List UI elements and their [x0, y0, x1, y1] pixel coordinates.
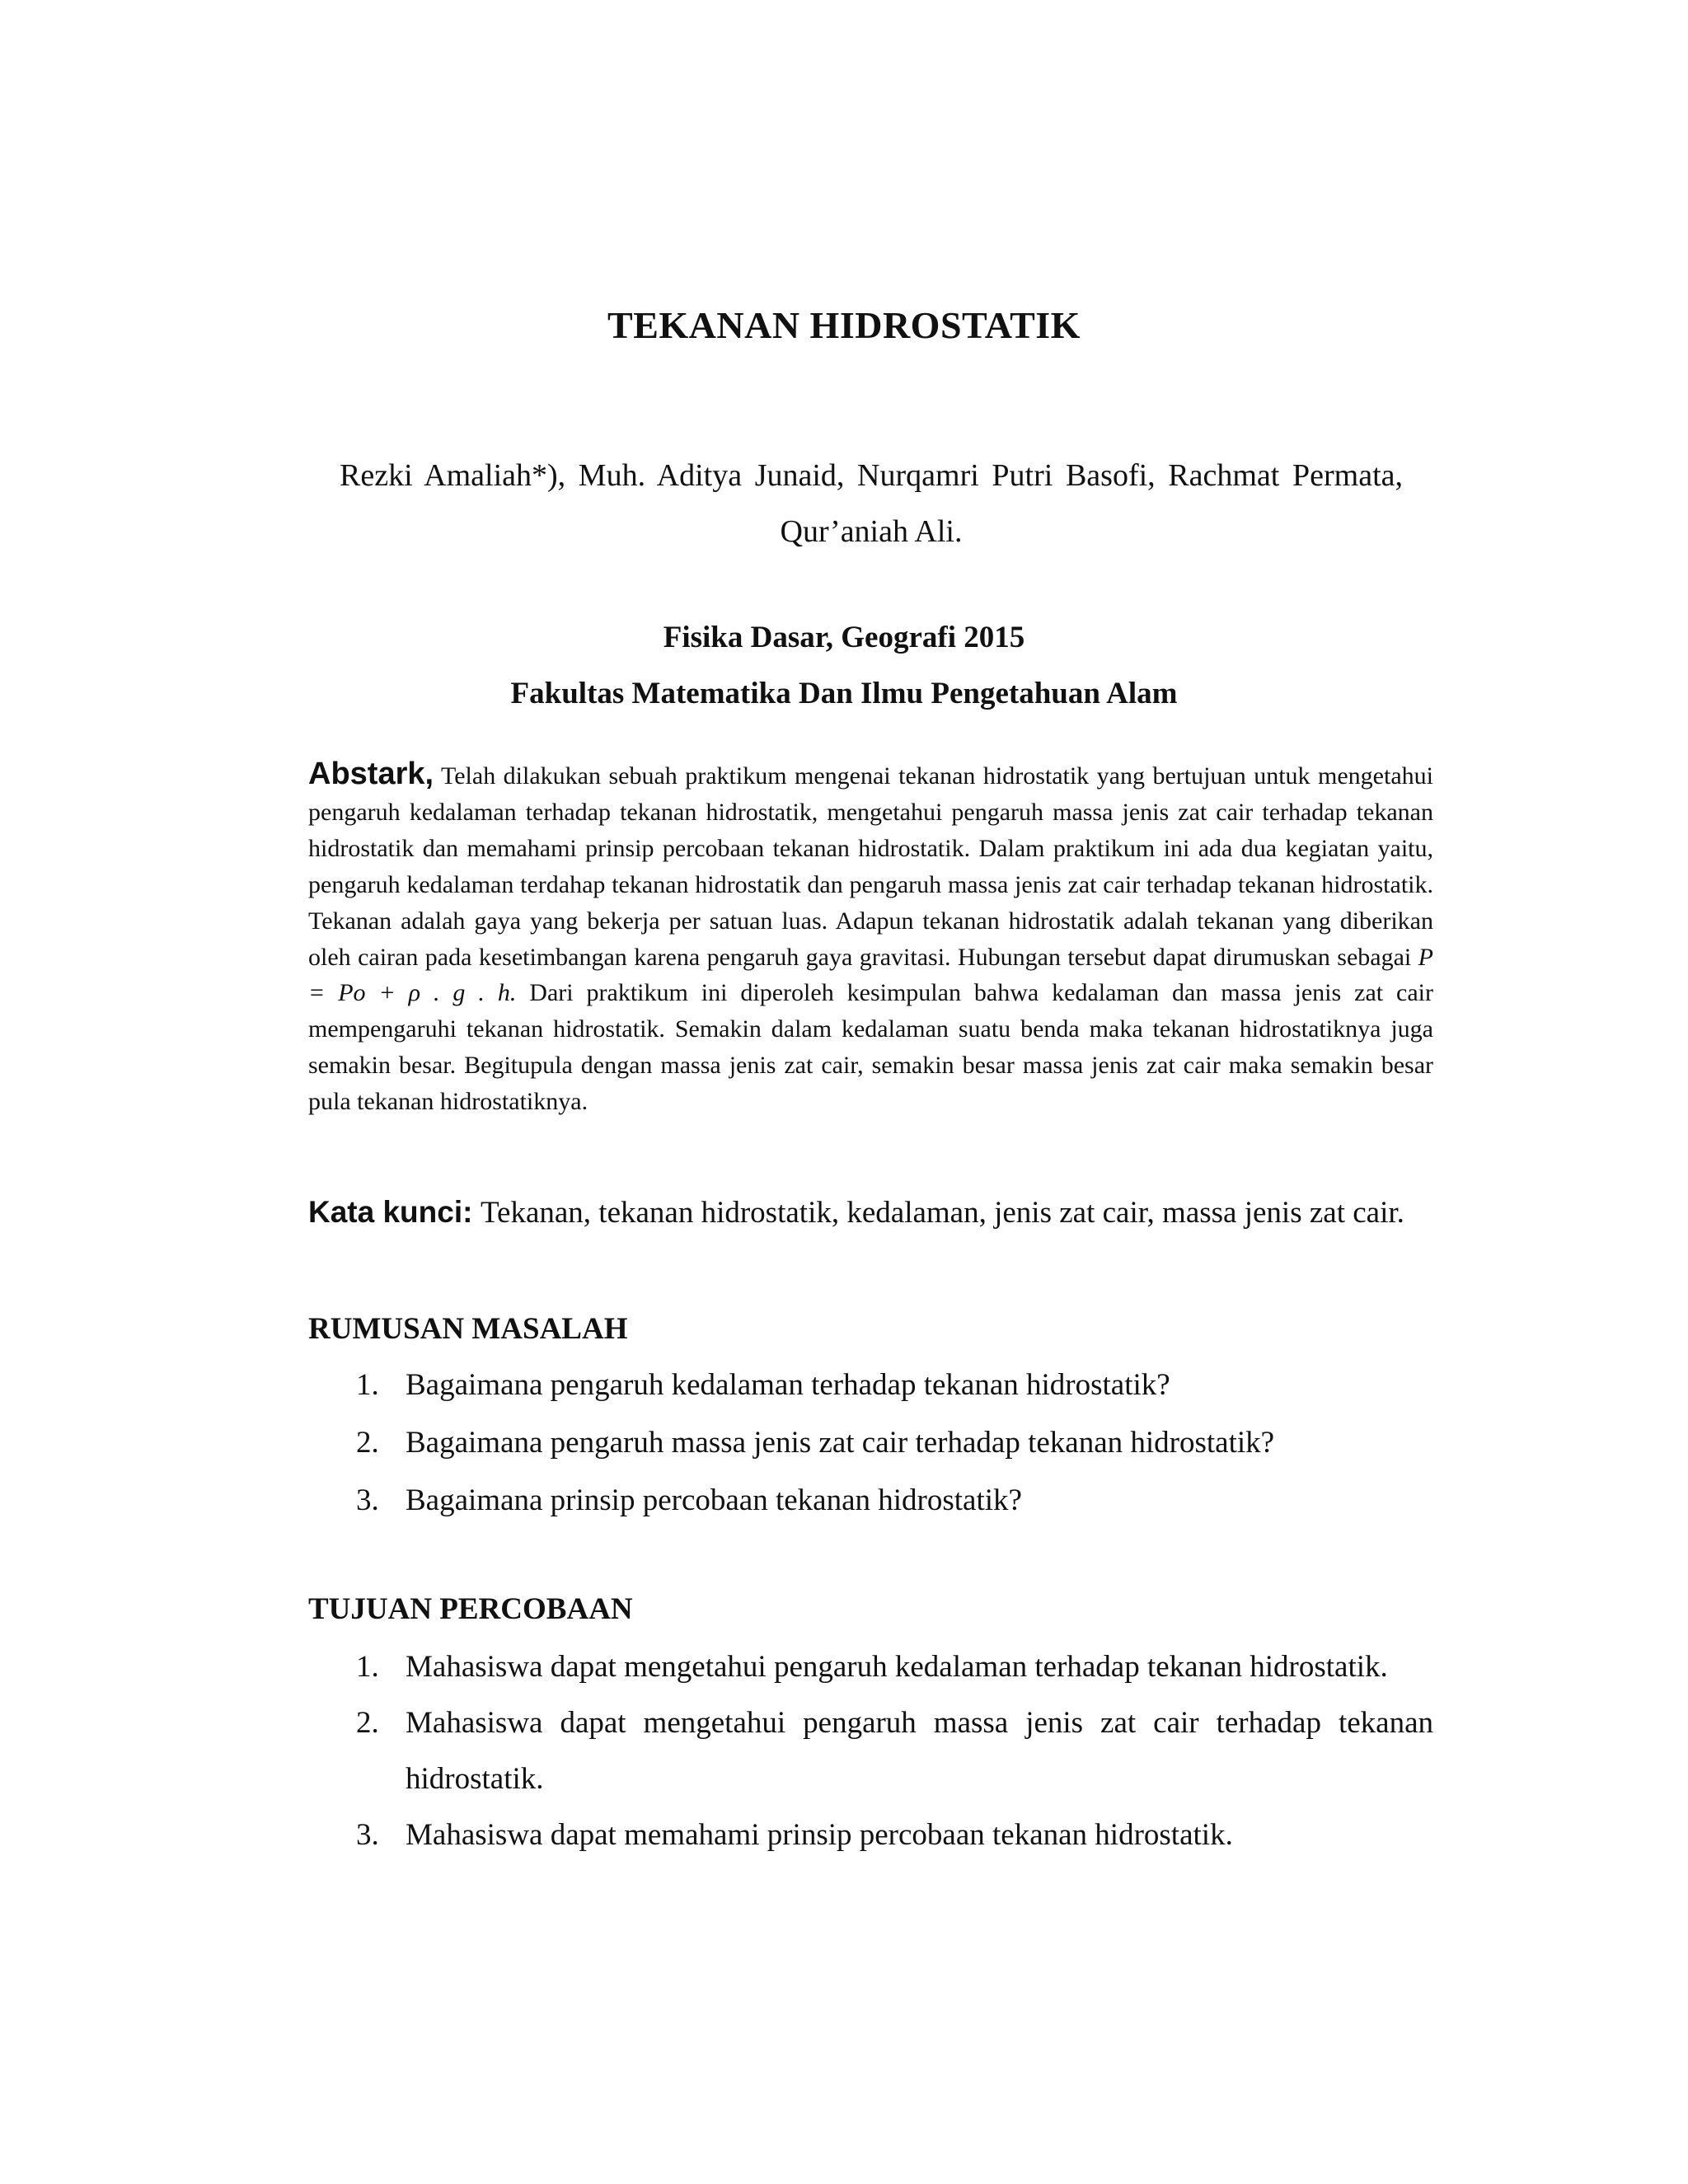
list-item-text: Mahasiswa dapat memahami prinsip percobaan tekanan hidrostatik. — [406, 1818, 1233, 1852]
author-list-line-2: Qur’aniah Ali. — [780, 514, 963, 549]
section-heading-tujuan-percobaan: TUJUAN PERCOBAAN — [308, 1592, 633, 1626]
abstract-label: Abstark, — [308, 757, 434, 791]
list-item — [308, 1422, 1433, 1480]
list-number: 2. — [356, 1706, 379, 1740]
abstract-text-part-2: Dari praktikum ini diperoleh kesimpulan bahwa kedalaman dan massa jenis zat cair mempengaruhi tekanan hidrostatik. Semakin dalam kedalaman suatu benda maka tekanan hidrostatiknya juga semakin besar. Begitupula dengan massa jenis zat cair, semakin besar massa jenis zat cair maka semakin besar pula tekanan hidrostatiknya. — [308, 979, 1434, 1116]
keywords-label: Kata kunci: — [308, 1195, 473, 1229]
list-item-text: Mahasiswa dapat mengetahui pengaruh massa jenis zat cair terhadap tekanan hidrostatik. — [406, 1706, 1433, 1796]
list-item — [308, 1695, 1433, 1807]
list-item-text: Bagaimana prinsip percobaan tekanan hidrostatik? — [406, 1483, 1022, 1517]
rumusan-masalah-list — [308, 1365, 1433, 1538]
list-number: 2. — [356, 1426, 379, 1460]
list-item — [308, 1639, 1433, 1695]
affiliation-faculty: Fakultas Matematika Dan Ilmu Pengetahuan Alam — [510, 677, 1178, 710]
abstract-paragraph — [308, 757, 1433, 1120]
author-list-line-1: Rezki Amaliah*), Muh. Aditya Junaid, Nurqamri Putri Basofi, Rachmat Permata, — [340, 458, 1403, 493]
abstract-formula: P = Po + ρ . g . h. — [308, 943, 1433, 1007]
list-item-text: Bagaimana pengaruh kedalaman terhadap tekanan hidrostatik? — [406, 1368, 1170, 1402]
list-item — [308, 1480, 1433, 1538]
list-item — [308, 1365, 1433, 1422]
list-number: 1. — [356, 1650, 379, 1684]
list-item — [308, 1807, 1433, 1863]
paper-title: TEKANAN HIDROSTATIK — [607, 304, 1081, 346]
affiliation-course: Fisika Dasar, Geografi 2015 — [663, 621, 1025, 654]
list-number: 3. — [356, 1818, 379, 1852]
tujuan-percobaan-list — [308, 1639, 1433, 1863]
list-number: 1. — [356, 1368, 379, 1402]
list-item-text: Bagaimana pengaruh massa jenis zat cair terhadap tekanan hidrostatik? — [406, 1426, 1275, 1460]
list-number: 3. — [356, 1483, 379, 1517]
list-item-text: Mahasiswa dapat mengetahui pengaruh kedalaman terhadap tekanan hidrostatik. — [406, 1650, 1388, 1684]
keywords-text: Tekanan, tekanan hidrostatik, kedalaman, jenis zat cair, massa jenis zat cair. — [481, 1196, 1404, 1230]
section-heading-rumusan-masalah: RUMUSAN MASALAH — [308, 1312, 628, 1346]
abstract-text-part-1: Telah dilakukan sebuah praktikum mengenai tekanan hidrostatik yang bertujuan untuk mengetahui pengaruh kedalaman terhadap tekanan hidrostatik, mengetahui pengaruh massa jenis zat cair terhadap tekanan hidrostatik dan memahami prinsip percobaan tekanan hidrostatik. Dalam praktikum ini ada dua kegiatan yaitu, pengaruh kedalaman terdahap tekanan hidrostatik dan pengaruh massa jenis zat cair terhadap tekanan hidrostatik. Tekanan adalah gaya yang bekerja per satuan luas. Adapun tekanan hidrostatik adalah tekanan yang diberikan oleh cairan pada kesetimbangan karena pengaruh gaya gravitasi. Hubungan tersebut dapat dirumuskan sebagai — [308, 762, 1433, 971]
